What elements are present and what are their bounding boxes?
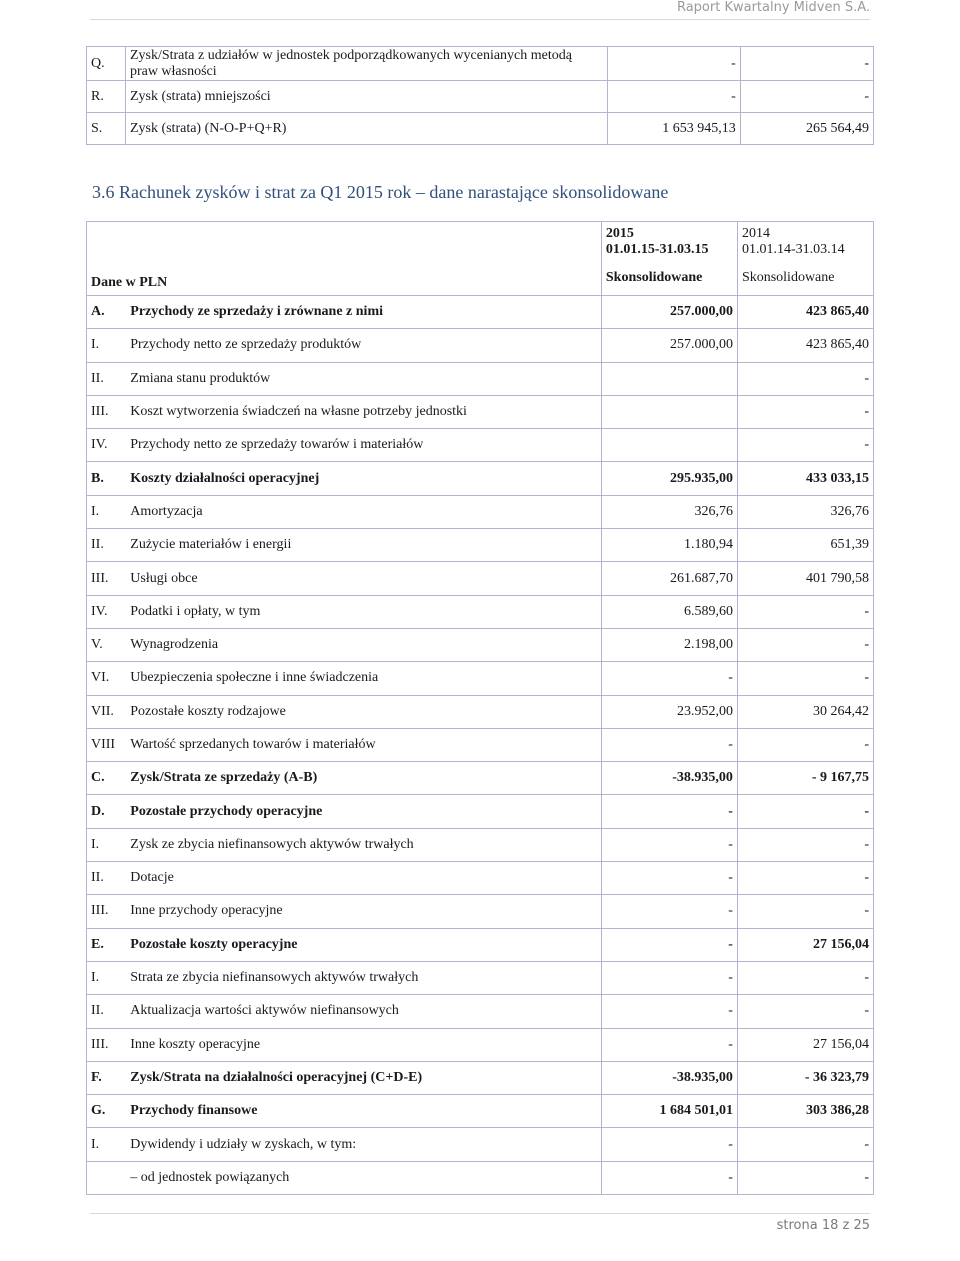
table-row [87, 695, 874, 728]
row-value-2014: - [737, 662, 873, 695]
row-label: Przychody netto ze sprzedaży produktów [126, 329, 601, 362]
row-value-2014: - [737, 862, 873, 895]
row-value-2015: 1.180,94 [601, 529, 737, 562]
table-row [87, 995, 874, 1028]
income-statement-table [86, 221, 874, 1195]
table-row [87, 1095, 874, 1128]
row-label: Inne przychody operacyjne [126, 895, 601, 928]
row-value-2015: - [601, 1161, 737, 1194]
row-code: F. [87, 1061, 127, 1094]
row-value-2015: - [601, 961, 737, 994]
row-value-2015: - [601, 662, 737, 695]
row-value-2014: - [737, 362, 873, 395]
row-label: Wynagrodzenia [126, 628, 601, 661]
row-code: I. [87, 1128, 127, 1161]
column-period-2014: 01.01.14-31.03.14 [741, 242, 845, 257]
table-row [87, 495, 874, 528]
row-label: Zysk/Strata ze sprzedaży (A-B) [126, 762, 601, 795]
row-value-2015: - [601, 828, 737, 861]
row-code: C. [87, 762, 127, 795]
row-value-2014: 651,39 [737, 529, 873, 562]
row-value-2015: - [607, 47, 740, 81]
row-label: Dywidendy i udziały w zyskach, w tym: [126, 1128, 601, 1161]
row-value-2014: 27 156,04 [737, 928, 873, 961]
row-code: E. [87, 928, 127, 961]
table-row [87, 1128, 874, 1161]
row-code: II. [87, 862, 127, 895]
table-row [87, 47, 874, 81]
row-label: Usługi obce [126, 562, 601, 595]
table-row [87, 795, 874, 828]
row-code: A. [87, 296, 127, 329]
row-code: B. [87, 462, 127, 495]
column-header-2015 [601, 222, 737, 296]
row-value-2014: - [737, 1161, 873, 1194]
column-year-2015: 2015 [605, 226, 634, 241]
row-label: Zużycie materiałów i energii [126, 529, 601, 562]
table-row [87, 1028, 874, 1061]
row-label: Pozostałe koszty operacyjne [126, 928, 601, 961]
table-row [87, 762, 874, 795]
table-row [87, 662, 874, 695]
row-value-2015: - [601, 995, 737, 1028]
row-value-2015: - [601, 1128, 737, 1161]
table-row [87, 296, 874, 329]
row-value-2014: - [737, 995, 873, 1028]
table-row [87, 562, 874, 595]
table-row [87, 429, 874, 462]
page-header-title: Raport Kwartalny Midven S.A. [676, 0, 870, 15]
table-row [87, 462, 874, 495]
row-code: G. [87, 1095, 127, 1128]
row-value-2015: 23.952,00 [601, 695, 737, 728]
row-label: Zysk/Strata z udziałów w jednostek podporządkowanych wycenianych metodą praw własności [125, 47, 607, 81]
table-row [87, 828, 874, 861]
row-value-2015: - [607, 81, 740, 113]
column-type-2015: Skonsolidowane [605, 270, 703, 285]
row-value-2014: - [737, 1128, 873, 1161]
unit-label: Dane w PLN [87, 222, 602, 296]
continued-table [86, 46, 874, 145]
row-code [87, 1161, 127, 1194]
row-label: Zysk (strata) (N-O-P+Q+R) [125, 113, 607, 145]
row-value-2015: 1 684 501,01 [601, 1095, 737, 1128]
row-value-2014: - [737, 429, 873, 462]
row-value-2015: 295.935,00 [601, 462, 737, 495]
table-row [87, 961, 874, 994]
row-value-2015: - [601, 895, 737, 928]
row-value-2015: 2.198,00 [601, 628, 737, 661]
row-label: Pozostałe przychody operacyjne [126, 795, 601, 828]
row-code: Q. [87, 47, 126, 81]
row-value-2015: -38.935,00 [601, 1061, 737, 1094]
row-code: III. [87, 562, 127, 595]
row-value-2015: - [601, 795, 737, 828]
table-row [87, 928, 874, 961]
row-label: Dotacje [126, 862, 601, 895]
row-code: III. [87, 895, 127, 928]
table-row [87, 1061, 874, 1094]
row-value-2014: - [737, 728, 873, 761]
row-code: II. [87, 529, 127, 562]
row-value-2014: 433 033,15 [737, 462, 873, 495]
row-label: Przychody ze sprzedaży i zrównane z nimi [126, 296, 601, 329]
row-code: VI. [87, 662, 127, 695]
column-type-2014: Skonsolidowane [741, 270, 835, 285]
row-value-2014: - [737, 628, 873, 661]
row-value-2014: - [740, 47, 873, 81]
row-value-2014: 30 264,42 [737, 695, 873, 728]
row-code: I. [87, 828, 127, 861]
row-code: VIII [87, 728, 127, 761]
row-label: Zysk/Strata na działalności operacyjnej (C+D-E) [126, 1061, 601, 1094]
row-label: Koszty działalności operacyjnej [126, 462, 601, 495]
table-row [87, 395, 874, 428]
row-value-2014: - [737, 395, 873, 428]
row-value-2014: 423 865,40 [737, 296, 873, 329]
row-label: Zysk (strata) mniejszości [125, 81, 607, 113]
row-value-2015: -38.935,00 [601, 762, 737, 795]
row-value-2015 [601, 395, 737, 428]
row-code: IV. [87, 429, 127, 462]
row-label: – od jednostek powiązanych [126, 1161, 601, 1194]
row-value-2014: 401 790,58 [737, 562, 873, 595]
row-label: Amortyzacja [126, 495, 601, 528]
column-header-2014 [737, 222, 873, 296]
row-code: R. [87, 81, 126, 113]
table-row [87, 529, 874, 562]
row-code: I. [87, 329, 127, 362]
row-label: Podatki i opłaty, w tym [126, 595, 601, 628]
row-label: Aktualizacja wartości aktywów niefinansowych [126, 995, 601, 1028]
table-row [87, 895, 874, 928]
row-value-2014: 27 156,04 [737, 1028, 873, 1061]
row-value-2014: - [737, 961, 873, 994]
table-row [87, 81, 874, 113]
table-row [87, 113, 874, 145]
row-value-2015: - [601, 728, 737, 761]
row-code: S. [87, 113, 126, 145]
row-label: Zysk ze zbycia niefinansowych aktywów trwałych [126, 828, 601, 861]
row-value-2014: - 36 323,79 [737, 1061, 873, 1094]
row-label: Ubezpieczenia społeczne i inne świadczenia [126, 662, 601, 695]
row-code: I. [87, 961, 127, 994]
row-label: Koszt wytworzenia świadczeń na własne potrzeby jednostki [126, 395, 601, 428]
row-code: II. [87, 995, 127, 1028]
row-code: IV. [87, 595, 127, 628]
row-label: Strata ze zbycia niefinansowych aktywów trwałych [126, 961, 601, 994]
table-row [87, 362, 874, 395]
row-code: D. [87, 795, 127, 828]
table-row [87, 628, 874, 661]
row-value-2015: - [601, 862, 737, 895]
column-year-2014: 2014 [741, 226, 770, 241]
row-code: III. [87, 395, 127, 428]
row-label: Wartość sprzedanych towarów i materiałów [126, 728, 601, 761]
footer-rule [90, 1213, 870, 1214]
row-code: II. [87, 362, 127, 395]
row-label: Pozostałe koszty rodzajowe [126, 695, 601, 728]
row-value-2014: - [737, 828, 873, 861]
table-row [87, 329, 874, 362]
header-rule [90, 19, 870, 20]
row-value-2014: - [737, 795, 873, 828]
row-value-2014: - [737, 895, 873, 928]
row-value-2014: 326,76 [737, 495, 873, 528]
section-heading: 3.6 Rachunek zysków i strat za Q1 2015 rok – dane narastające skonsolidowane [92, 182, 669, 202]
table-header-row [87, 222, 874, 296]
row-label: Przychody netto ze sprzedaży towarów i materiałów [126, 429, 601, 462]
row-value-2014: - 9 167,75 [737, 762, 873, 795]
row-value-2015: 257.000,00 [601, 329, 737, 362]
row-value-2015: 1 653 945,13 [607, 113, 740, 145]
row-value-2014: - [737, 595, 873, 628]
row-value-2015: - [601, 1028, 737, 1061]
table-row [87, 728, 874, 761]
row-value-2015 [601, 362, 737, 395]
row-label: Przychody finansowe [126, 1095, 601, 1128]
row-label: Inne koszty operacyjne [126, 1028, 601, 1061]
row-value-2014: 423 865,40 [737, 329, 873, 362]
row-value-2015: 261.687,70 [601, 562, 737, 595]
page-number: strona 18 z 25 [776, 1218, 870, 1233]
row-value-2015: 6.589,60 [601, 595, 737, 628]
row-code: III. [87, 1028, 127, 1061]
row-value-2015 [601, 429, 737, 462]
row-value-2014: 265 564,49 [740, 113, 873, 145]
row-value-2015: 326,76 [601, 495, 737, 528]
table-row [87, 862, 874, 895]
column-period-2015: 01.01.15-31.03.15 [605, 242, 709, 257]
table-row [87, 595, 874, 628]
row-value-2015: - [601, 928, 737, 961]
row-code: I. [87, 495, 127, 528]
table-row [87, 1161, 874, 1194]
row-value-2015: 257.000,00 [601, 296, 737, 329]
row-value-2014: 303 386,28 [737, 1095, 873, 1128]
row-label: Zmiana stanu produktów [126, 362, 601, 395]
row-code: V. [87, 628, 127, 661]
row-value-2014: - [740, 81, 873, 113]
row-code: VII. [87, 695, 127, 728]
